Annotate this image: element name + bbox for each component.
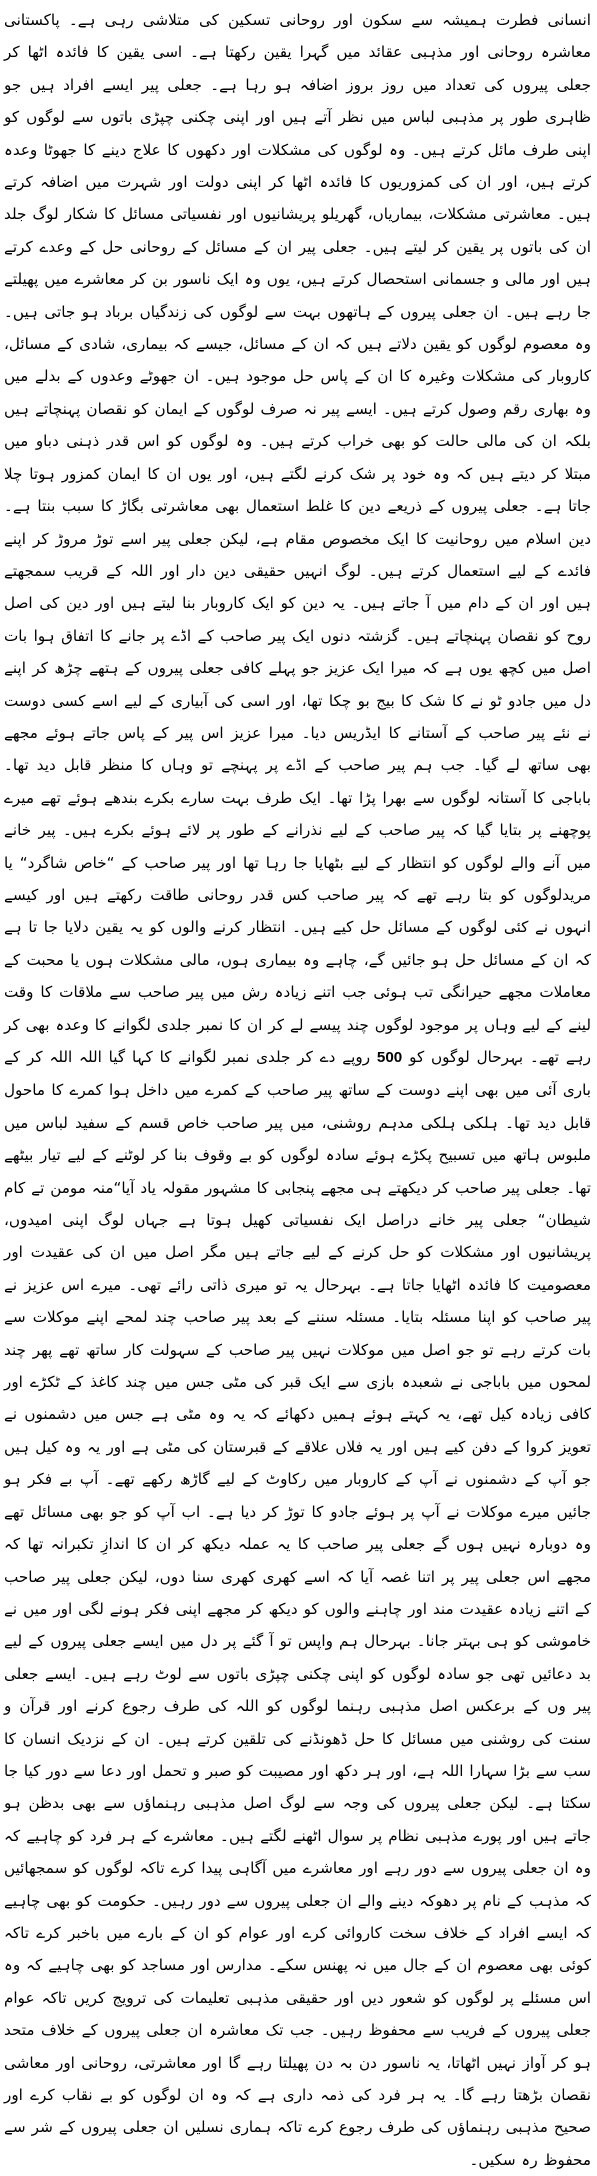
article-text-part-1: انسانی فطرت ہمیشہ سے سکون اور روحانی تسکین کی متلاشی رہی ہے۔ پاکستانی معاشرہ روحانی اور مذہبی عقائد میں گہرا یقین رکھتا ہے۔ اسی یقین کا فائدہ اٹھا کر جعلی پیروں کی تعداد میں روز بروز اضافہ ہو رہا ہے۔ جعلی پیر ایسے افراد ہیں جو ظاہری طور پر مذہبی لباس میں نظر آتے ہیں اور اپنی چکنی چپڑی باتوں سے لوگوں کو اپنی طرف مائل کرتے ہیں۔ وہ لوگوں کی مشکلات اور دکھوں کا علاج دینے کا جھوٹا وعدہ کرتے ہیں، اور ان کی کمزوریوں کا فائدہ اٹھا کر اپنی دولت اور شہرت میں اضافہ کرتے ہیں۔ معاشرتی مشکلات، بیماریاں، گھریلو پریشانیوں اور نفسیاتی مسائل کا شکار لوگ جلد ان کی باتوں پر یقین کر لیتے ہیں۔ جعلی پیر ان کے مسائل کے روحانی حل کے وعدے کرتے ہیں اور مالی و جسمانی استحصال کرتے ہیں، یوں وہ ایک ناسور بن کر معاشرے میں پھیلتے جا رہے ہیں۔ ان جعلی پیروں کے ہاتھوں بہت سے لوگوں کی زندگیاں برباد ہو جاتی ہیں۔ وہ معصوم لوگوں کو یقین دلاتے ہیں کہ ان کے مسائل، جیسے کہ بیماری، شادی کے مسائل، کاروبار کی مشکلات وغیرہ کا ان کے پاس حل موجود ہیں۔ ان جھوٹے وعدوں کے بدلے میں وہ بھاری رقم وصول کرتے ہیں۔ ایسے پیر نہ صرف لوگوں کے ایمان کو نقصان پہنچاتے ہیں بلکہ ان کی مالی حالت کو بھی خراب کرتے ہیں۔ وہ لوگوں کو اس قدر ذہنی دباو میں مبتلا کر دیتے ہیں کہ وہ خود پر شک کرنے لگتے ہیں، اور یوں ان کا ایمان کمزور ہوتا چلا جاتا ہے۔ جعلی پیروں کے ذریعے دین کا غلط استعمال بھی معاشرتی بگاڑ کا سبب بنتا ہے۔ دین اسلام میں روحانیت کا ایک مخصوص مقام ہے، لیکن جعلی پیر اسے توڑ مروڑ کر اپنے فائدے کے لیے استعمال کرتے ہیں۔ لوگ انہیں حقیقی دین دار اور اللہ کے قریب سمجھتے ہیں اور ان کے دام میں آ جاتے ہیں۔ یہ دین کو ایک کاروبار بنا لیتے ہیں اور دین کی اصل روح کو نقصان پہنچاتے ہیں۔ گزشتہ دنوں ایک پیر صاحب کے اڈے پر جانے کا اتفاق ہوا بات اصل میں کچھ یوں ہے کہ میرا ایک عزیز جو پہلے کافی جعلی پیروں کے ہتھے چڑھ کر اپنے دل میں جادو ٹو نے کا شک کا بیج بو چکا تھا، اور اسی کی آبیاری کے لیے اسے کسی دوست نے نئے پیر صاحب کے آستانے کا ایڈریس دیا۔ میرا عزیز اس پیر کے پاس جاتے ہوئے مجھے بھی ساتھ لے گیا۔ جب ہم پیر صاحب کے اڈے پر پہنچے تو وہاں کا منظر قابل دید تھا۔ باباجی کا آستانہ لوگوں سے بھرا پڑا تھا۔ ایک طرف بہت سارے بکرے بندھے ہوئے تھے میرے پوچھنے پر بتایا گیا کہ پیر صاحب کے لیے نذرانے کے طور پر لائے ہوئے بکرے ہیں۔ پیر خانے میں آنے والے لوگوں کو انتظار کے لیے بٹھایا جا رہا تھا اور پیر صاحب کے “خاص شاگرد“ یا مریدلوگوں کو بتا رہے تھے کہ پیر صاحب کس قدر روحانی طاقت رکھتے ہیں اور کیسے انہوں نے کئی لوگوں کے مسائل حل کیے ہیں۔ انتظار کرنے والوں کو یہ یقین دلایا جا تا ہے کہ ان کے مسائل حل ہو جائیں گے، چاہے وہ بیماری ہوں، مالی مشکلات ہوں یا محبت کے معاملات مجھے حیرانگی تب ہوئی جب اتنے زیادہ رش میں پیر صاحب سے ملاقات کا وقت لینے کے لیے وہاں پر موجود لوگوں چند پیسے لے کر ان کا نمبر جلدی لگوانے کا وعدہ بھی کر رہے تھے۔ بہرحال لوگوں کو [4,11,591,1066]
amount-number: 500 [376,1049,403,1066]
article-text-part-2: روپے دے کر جلدی نمبر لگوانے کا کہا گیا اللہ اللہ کر کے باری آئی میں بھی اپنے دوست کے ساتھ پیر صاحب کے کمرے میں داخل ہوا کمرے کا ماحول قابل دید تھا۔ ہلکی ہلکی مدہم روشنی، میں پیر صاحب خاص قسم کے سفید لباس میں ملبوس ہاتھ میں تسبیح پکڑے ہوئے سادہ لوگوں کو بے وقوف بنا کر لوٹنے کے لیے تیار بیٹھے تھا۔ جعلی پیر صاحب کر دیکھتے ہی مجھے پنجابی کا مشہور مقولہ یاد آیا“منہ مومن تے کام شیطان“ جعلی پیر خانے دراصل ایک نفسیاتی کھیل ہوتا ہے جہاں لوگ اپنی امیدوں، پریشانیوں اور مشکلات کو حل کرنے کے لیے جاتے ہیں مگر اصل میں ان کی عقیدت اور معصومیت کا فائدہ اٹھایا جاتا ہے۔ بہرحال یہ تو میری ذاتی رائے تھی۔ میرے اس عزیز نے پیر صاحب کو اپنا مسئلہ بتایا۔ مسئلہ سننے کے بعد پیر صاحب چند لمحے اپنے موکلات سے بات کرتے رہے تو جو اصل میں موکلات نہیں پیر صاحب کے سہولت کار ساتھ تھے پھر چند لمحوں میں باباجی نے شعبدہ بازی سے ایک قبر کی مٹی جس میں چند کاغذ کے ٹکڑے اور کافی زیادہ کیل تھے، یہ کہتے ہوئے ہمیں دکھائے کہ یہ وہ مٹی ہے جس میں دشمنوں نے تعویز کروا کے دفن کیے ہیں اور یہ فلاں علاقے کے قبرستان کی مٹی ہے اور یہ وہ کیل ہیں جو آپ کے دشمنوں نے آپ کے کاروبار میں رکاوٹ کے لیے گاڑھ رکھے تھے۔ آپ بے فکر ہو جائیں میرے موکلات نے آپ پر ہوئے جادو کا توڑ کر دیا ہے۔ اب آپ کو جو بھی مسائل تھے وہ دوبارہ نہیں ہوں گے جعلی پیر صاحب کا یہ عملہ دیکھ کر ان کا اندازِ تکبرانہ تھا کہ مجھے اس جعلی پیر پر اتنا غصہ آیا کہ اسے کھری کھری سنا دوں، لیکن جعلی پیر صاحب کے اتنے زیادہ عقیدت مند اور چاہنے والوں کو دیکھ کر مجھے اپنی فکر ہونے لگی اور میں نے خاموشی کو ہی بہتر جانا۔ بہرحال ہم واپس تو آ گئے پر دل میں ایسے جعلی پیروں کے لیے بد دعائیں تھی جو سادہ لوگوں کو اپنی چکنی چپڑی باتوں سے لوٹ رہے ہیں۔ ایسے جعلی پیر وں کے برعکس اصل مذہبی رہنما لوگوں کو اللہ کی طرف رجوع کرنے اور قرآن و سنت کی روشنی میں مسائل کا حل ڈھونڈنے کی تلقین کرتے ہیں۔ ان کے نزدیک انسان کا سب سے بڑا سہارا اللہ ہے، اور ہر دکھ اور مصیبت کو صبر و تحمل اور دعا سے دور کیا جا سکتا ہے۔ لیکن جعلی پیروں کی وجہ سے لوگ اصل مذہبی رہنماؤں سے بھی بدظن ہو جاتے ہیں اور پورے مذہبی نظام پر سوال اٹھنے لگتے ہیں۔ معاشرے کے ہر فرد کو چاہیے کہ وہ ان جعلی پیروں سے دور رہے اور معاشرے میں آگاہی پیدا کرے تاکہ لوگوں کو سمجھائیں کہ مذہب کے نام پر دھوکہ دینے والے ان جعلی پیروں سے دور رہیں۔ حکومت کو بھی چاہیے کہ ایسے افراد کے خلاف سخت کاروائی کرے اور عوام کو ان کے بارے میں باخبر کرے تاکہ کوئی بھی معصوم ان کے جال میں نہ پھنس سکے۔ مدارس اور مساجد کو بھی چاہیے کہ وہ اس مسئلے پر لوگوں کو شعور دیں اور حقیقی مذہبی تعلیمات کی ترویج کریں تاکہ عوام جعلی پیروں کے فریب سے محفوظ رہیں۔ جب تک معاشرہ ان جعلی پیروں کے خلاف متحد ہو کر آواز نہیں اٹھاتا، یہ ناسور دن بہ دن پھیلتا رہے گا اور معاشرتی، روحانی اور معاشی نقصان بڑھتا رہے گا۔ یہ ہر فرد کی ذمہ داری ہے کہ وہ ان لوگوں کو بے نقاب کرے اور صحیح مذہبی رہنماؤں کی طرف رجوع کرے تاکہ ہماری نسلیں ان جعلی پیروں کے شر سے محفوظ رہ سکیں۔ [4,1048,592,2169]
article-body [4,4,591,2176]
article-paragraph [4,4,591,2176]
